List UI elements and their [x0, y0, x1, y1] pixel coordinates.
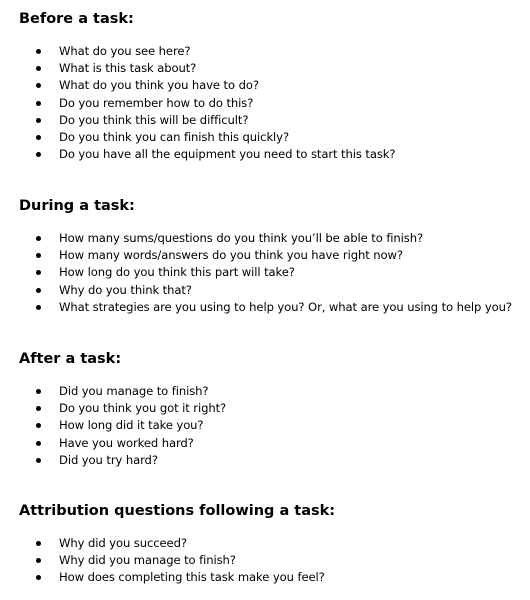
list-item	[0, 400, 530, 417]
list-item-text: Do you think you got it right?	[59, 401, 227, 416]
list-item	[0, 535, 530, 552]
list-item-text: Do you remember how to do this?	[59, 95, 254, 110]
bullet-icon	[36, 423, 41, 428]
bullet-icon	[36, 49, 41, 54]
bullet-icon	[36, 66, 41, 71]
bullet-icon	[36, 101, 41, 106]
bullet-icon	[36, 541, 41, 546]
bullet-icon	[36, 458, 41, 463]
question-list	[0, 383, 530, 469]
list-item	[0, 95, 530, 112]
list-item	[0, 417, 530, 434]
list-item	[0, 43, 530, 60]
question-list	[0, 535, 530, 587]
list-item-text: Did you try hard?	[59, 452, 158, 467]
bullet-icon	[36, 305, 41, 310]
list-item-text: Why did you succeed?	[59, 536, 187, 550]
question-list	[0, 230, 530, 316]
list-item	[0, 452, 530, 469]
list-item-text: How does completing this task make you feel?	[59, 570, 325, 585]
list-item-text: How long did it take you?	[59, 418, 204, 433]
section-heading: Before a task:	[19, 11, 134, 27]
list-item-text: Have you worked hard?	[59, 435, 194, 450]
list-item-text: How long do you think this part will take?	[59, 265, 295, 280]
bullet-icon	[36, 558, 41, 563]
list-item	[0, 264, 530, 281]
list-item-text: What strategies are you using to help you? Or, what are you using to help you?	[59, 299, 512, 314]
bullet-icon	[36, 270, 41, 275]
list-item-text: What do you see here?	[59, 44, 191, 58]
list-item-text: How many sums/questions do you think you’ll be able to finish?	[59, 231, 424, 245]
list-item	[0, 60, 530, 77]
bullet-icon	[36, 236, 41, 241]
list-item-text: Do you have all the equipment you need to start this task?	[59, 147, 396, 162]
bullet-icon	[36, 406, 41, 411]
list-item-text: How many words/answers do you think you have right now?	[59, 248, 403, 263]
bullet-icon	[36, 389, 41, 394]
list-item	[0, 282, 530, 299]
section-heading: After a task:	[19, 351, 122, 367]
section-heading: Attribution questions following a task:	[19, 503, 336, 519]
bullet-icon	[36, 152, 41, 157]
bullet-icon	[36, 441, 41, 446]
list-item-text: Why do you think that?	[59, 282, 192, 297]
list-item	[0, 569, 530, 586]
bullet-icon	[36, 575, 41, 580]
list-item	[0, 552, 530, 569]
list-item	[0, 230, 530, 247]
bullet-icon	[36, 253, 41, 258]
list-item-text: Do you think this will be difficult?	[59, 112, 249, 127]
list-item	[0, 146, 530, 163]
list-item	[0, 435, 530, 452]
list-item	[0, 247, 530, 264]
bullet-icon	[36, 118, 41, 123]
bullet-icon	[36, 83, 41, 88]
list-item-text: What is this task about?	[59, 61, 197, 76]
list-item-text: Why did you manage to finish?	[59, 553, 236, 568]
question-list	[0, 43, 530, 163]
list-item-text: Do you think you can finish this quickly?	[59, 129, 289, 144]
list-item	[0, 383, 530, 400]
list-item-text: Did you manage to finish?	[59, 384, 209, 398]
section-heading: During a task:	[19, 198, 135, 214]
list-item	[0, 299, 530, 316]
list-item	[0, 77, 530, 94]
bullet-icon	[36, 288, 41, 293]
list-item	[0, 112, 530, 129]
list-item-text: What do you think you have to do?	[59, 78, 259, 93]
bullet-icon	[36, 135, 41, 140]
list-item	[0, 129, 530, 146]
